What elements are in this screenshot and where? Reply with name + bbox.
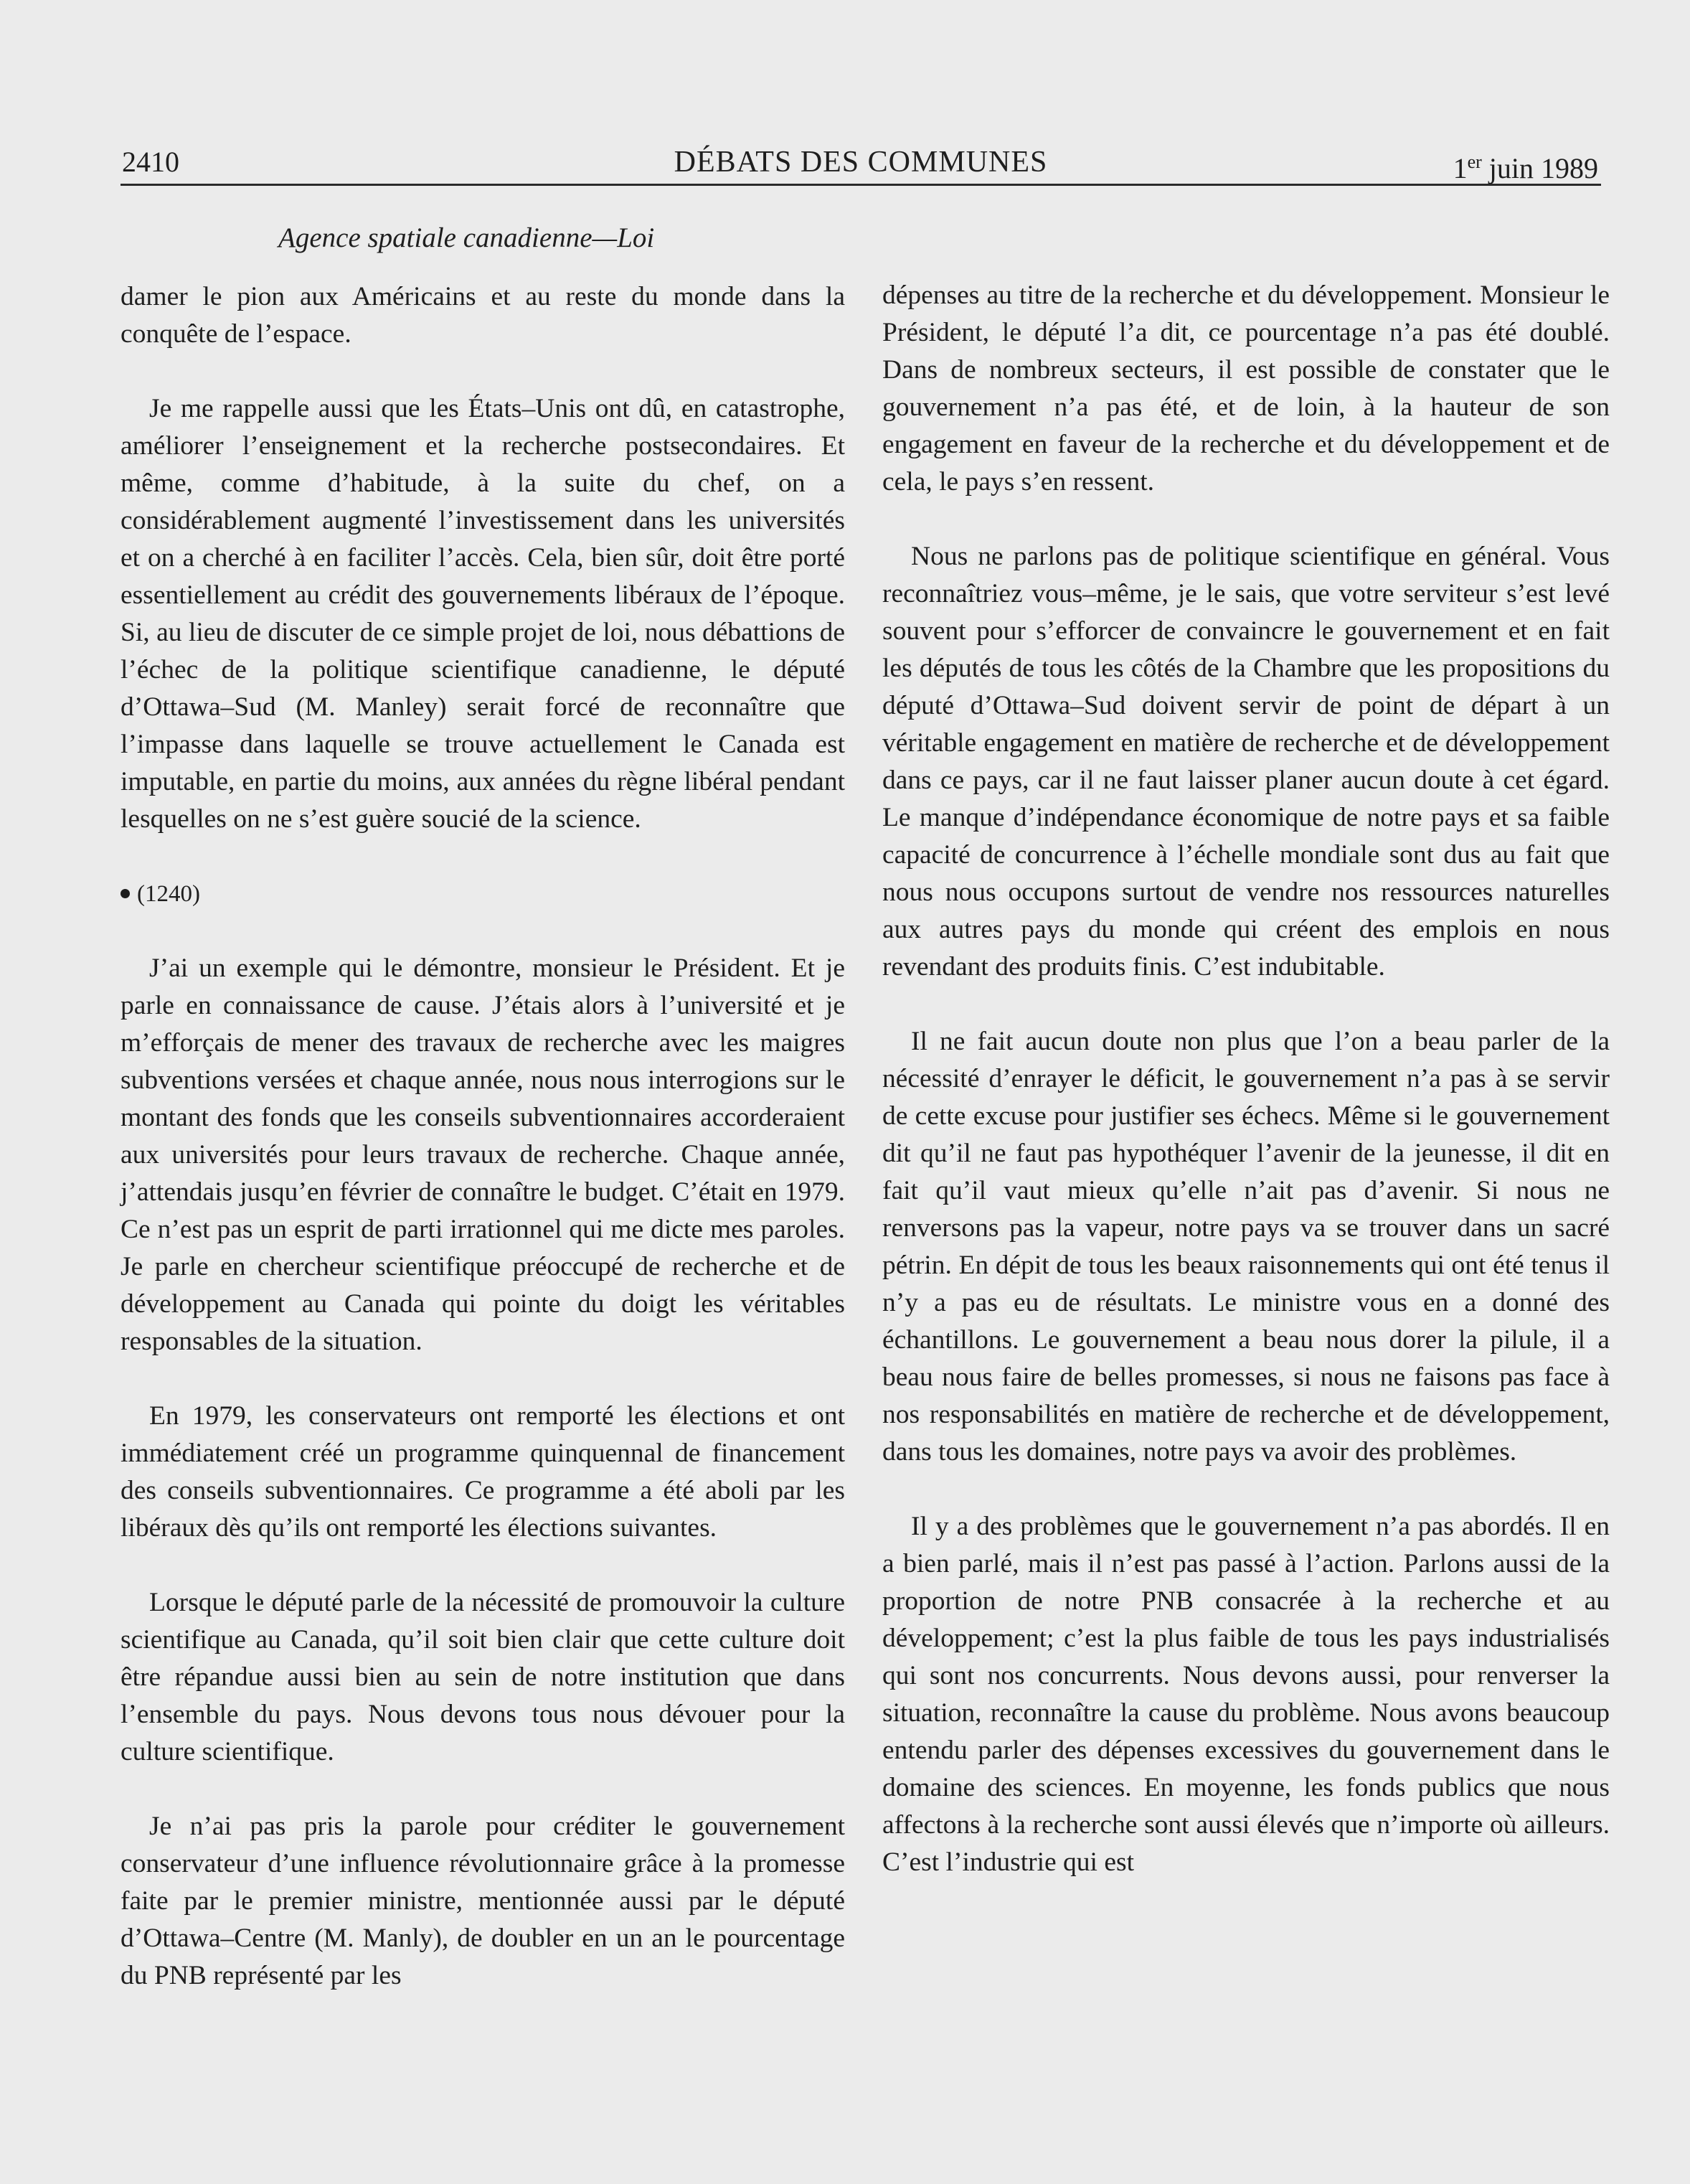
paragraph: Lorsque le député parle de la nécessité de promouvoir la culture scientifique au Canada, qu’il soit bien clair que cette culture doit être répandue aussi bien au sein de notre institution que dans l’ensemble du pays. Nous devons tous nous dévouer pour la culture scientifique. <box>121 1588 845 1766</box>
paragraph: Nous ne parlons pas de politique scientifique en général. Vous reconnaîtriez vous–même, je le sais, que votre serviteur s’est levé souvent pour s’efforcer de convaincre le gouvernement et en fait les députés de tous les côtés de la Chambre que les propositions du député d’Ottawa–Sud doivent servir de point de départ à un véritable engagement en matière de recherche et de développement dans ce pays, car il ne faut laisser planer aucun doute à cet égard. Le manque d’indépendance économique de notre pays et sa faible capacité de concurrence à l’échelle mondiale sont dus au fait que nous nous occupons surtout de vendre nos ressources naturelles aux autres pays du monde qui créent des emplois en nous revendant des produits finis. C’est indubitable. <box>882 542 1610 982</box>
page-number: 2410 <box>122 146 179 178</box>
date-day: 1 <box>1453 152 1468 184</box>
paragraph: Je n’ai pas pris la parole pour créditer le gouvernement conservateur d’une influence révolutionnaire grâce à la promesse faite par le premier ministre, mentionnée aussi par le député d’Ottawa–Centre (M. Manly), de doubler en un an le pourcentage du PNB représenté par les <box>121 1812 845 1990</box>
paragraph: dépenses au titre de la recherche et du développement. Monsieur le Président, le député l’a dit, ce pourcentage n’a pas été doublé. Dans de nombreux secteurs, il est possible de constater que le gouvernement n’a pas été, et de loin, à la hauteur de son engagement en faveur de la recherche et du développement et de cela, le pays s’en ressent. <box>882 281 1610 496</box>
paragraph: Je me rappelle aussi que les États–Unis ont dû, en catastrophe, améliorer l’enseignement et la recherche postsecondaires. Et même, comme d’habitude, à la suite du chef, on a considérablement augmenté l’investissement dans les universités et on a cherché à en faciliter l’accès. Cela, bien sûr, doit être porté essentiellement au crédit des gouvernements libéraux de l’époque. Si, au lieu de discuter de ce simple projet de loi, nous débattions de l’échec de la politique scientifique canadienne, le député d’Ottawa–Sud (M. Manley) serait forcé de reconnaître que l’impasse dans laquelle se trouve actuellement le Canada est imputable, en partie du moins, aux années du règne libéral pendant lesquelles on ne s’est guère soucié de la science. <box>121 394 845 834</box>
date-rest: juin 1989 <box>1488 152 1598 184</box>
bullet-icon <box>121 889 130 898</box>
left-column <box>121 278 845 1995</box>
page-header <box>121 139 1601 186</box>
time-marker-text: (1240) <box>137 881 200 907</box>
publication-title: DÉBATS DES COMMUNES <box>674 146 1048 179</box>
paragraph: En 1979, les conservateurs ont remporté les élections et ont immédiatement créé un programme quinquennal de financement des conseils subventionnaires. Ce programme a été aboli par les libéraux dès qu’ils ont remporté les élections suivantes. <box>121 1401 845 1543</box>
right-column <box>882 277 1610 1881</box>
running-title: Agence spatiale canadienne—Loi <box>278 222 655 253</box>
paragraph: J’ai un exemple qui le démontre, monsieur le Président. Et je parle en connaissance de cause. J’étais alors à l’université et je m’efforçais de mener des travaux de recherche avec les maigres subventions versées et chaque année, nous nous interrogions sur le montant des fonds que les conseils subventionnaires accorderaient aux universités pour leurs travaux de recherche. Chaque année, j’attendais jusqu’en février de connaître le budget. C’était en 1979. Ce n’est pas un esprit de parti irrationnel qui me dicte mes paroles. Je parle en chercheur scientifique préoccupé de recherche et de développement au Canada qui pointe du doigt les véritables responsables de la situation. <box>121 954 845 1356</box>
date-superscript: er <box>1467 151 1482 172</box>
paragraph: damer le pion aux Américains et au reste du monde dans la conquête de l’espace. <box>121 282 845 349</box>
page-date <box>1453 145 1598 186</box>
time-marker <box>121 875 845 913</box>
paragraph: Il ne fait aucun doute non plus que l’on a beau parler de la nécessité d’enrayer le déficit, le gouvernement n’a pas à se servir de cette excuse pour justifier ses échecs. Même si le gouvernement dit qu’il ne faut pas hypothéquer l’avenir de la jeunesse, il dit en fait qu’il vaut mieux qu’elle n’ait pas d’avenir. Si nous ne renversons pas la vapeur, notre pays va se trouver dans un sacré pétrin. En dépit de tous les beaux raisonnements qui ont été tenus il n’y a pas eu de résultats. Le ministre vous en a donné des échantillons. Le gouvernement a beau nous dorer la pilule, il a beau nous faire de belles promesses, si nous ne faisons pas face à nos responsabilités en matière de recherche et de développement, dans tous les domaines, notre pays va avoir des problèmes. <box>882 1027 1610 1467</box>
paragraph: Il y a des problèmes que le gouvernement n’a pas abordés. Il en a bien parlé, mais il n’est pas passé à l’action. Parlons aussi de la proportion de notre PNB consacrée à la recherche et au développement; c’est la plus faible de tous les pays industrialisés qui sont nos concurrents. Nous devons aussi, pour renverser la situation, reconnaître la cause du problème. Nous avons beaucoup entendu parler des dépenses excessives du gouvernement dans le domaine des sciences. En moyenne, les fonds publics que nous affectons à la recherche sont aussi élevés que n’importe où ailleurs. C’est l’industrie qui est <box>882 1512 1610 1877</box>
